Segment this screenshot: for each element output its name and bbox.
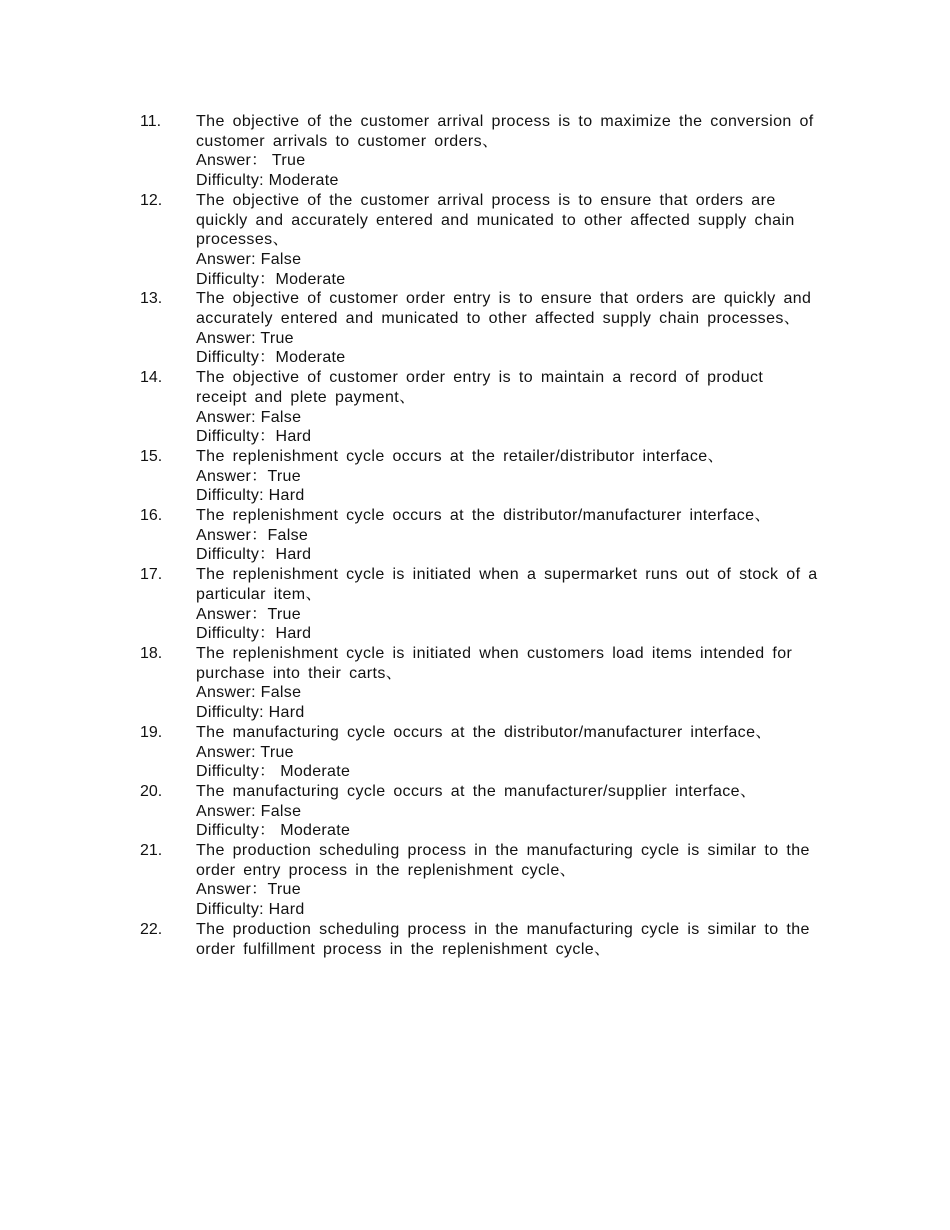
question-item bbox=[140, 289, 820, 368]
answer-line: Answer：True bbox=[196, 605, 301, 623]
difficulty-line: Difficulty: Hard bbox=[196, 704, 305, 722]
question-number: 13. bbox=[140, 290, 163, 308]
answer-line: Answer: True bbox=[196, 329, 294, 347]
question-number: 11. bbox=[140, 113, 162, 130]
question-number: 19. bbox=[140, 723, 163, 741]
question-text: The objective of the customer arrival process is to ensure that orders are quickly and accurately entered and municated to other affected supply chain processes、 bbox=[196, 191, 795, 249]
question-item bbox=[140, 112, 820, 191]
difficulty-line: Difficulty：Hard bbox=[196, 625, 312, 643]
difficulty-line: Difficulty：Moderate bbox=[196, 270, 346, 288]
answer-line: Answer: False bbox=[196, 408, 302, 426]
difficulty-line: Difficulty: Hard bbox=[196, 487, 305, 505]
question-item bbox=[140, 841, 820, 920]
answer-line: Answer: True bbox=[196, 743, 294, 761]
answer-line: Answer: False bbox=[196, 802, 302, 820]
question-number: 21. bbox=[140, 842, 163, 860]
difficulty-line: Difficulty： Moderate bbox=[196, 822, 351, 840]
question-number: 20. bbox=[140, 782, 163, 800]
answer-line: Answer: False bbox=[196, 250, 302, 268]
question-text: The objective of customer order entry is to ensure that orders are quickly and accurately entered and municated to other affected supply chain processes、 bbox=[196, 290, 812, 328]
question-text: The manufacturing cycle occurs at the manufacturer/supplier interface、 bbox=[196, 782, 757, 800]
question-item bbox=[140, 644, 820, 723]
question-text: The objective of customer order entry is to maintain a record of product receipt and plete payment、 bbox=[196, 369, 764, 406]
answer-line: Answer： True bbox=[196, 152, 306, 170]
question-number: 17. bbox=[140, 566, 163, 584]
question-number: 14. bbox=[140, 369, 163, 387]
question-number: 12. bbox=[140, 191, 163, 209]
question-list bbox=[140, 112, 820, 959]
question-text: The production scheduling process in the manufacturing cycle is similar to the order fulfillment process in the replenishment cycle、 bbox=[196, 920, 810, 958]
question-text: The objective of the customer arrival process is to maximize the conversion of customer arrivals to customer orders、 bbox=[196, 113, 814, 150]
answer-line: Answer：True bbox=[196, 467, 301, 485]
question-text: The replenishment cycle is initiated when a supermarket runs out of stock of a particular item、 bbox=[196, 566, 818, 603]
question-number: 15. bbox=[140, 447, 163, 465]
question-number: 16. bbox=[140, 507, 163, 525]
question-item bbox=[140, 191, 820, 290]
difficulty-line: Difficulty：Hard bbox=[196, 546, 312, 564]
question-item bbox=[140, 447, 820, 506]
question-item bbox=[140, 368, 820, 447]
question-item bbox=[140, 506, 820, 565]
question-item bbox=[140, 920, 820, 959]
answer-line: Answer：True bbox=[196, 881, 301, 899]
difficulty-line: Difficulty: Hard bbox=[196, 901, 305, 919]
question-text: The production scheduling process in the manufacturing cycle is similar to the order entry process in the replenishment cycle、 bbox=[196, 842, 810, 879]
question-number: 18. bbox=[140, 644, 163, 662]
difficulty-line: Difficulty：Moderate bbox=[196, 349, 346, 367]
question-item bbox=[140, 782, 820, 841]
question-item bbox=[140, 565, 820, 644]
difficulty-line: Difficulty: Moderate bbox=[196, 172, 339, 190]
question-item bbox=[140, 723, 820, 782]
question-number: 22. bbox=[140, 920, 163, 938]
question-text: The replenishment cycle occurs at the retailer/distributor interface、 bbox=[196, 447, 724, 465]
question-text: The manufacturing cycle occurs at the distributor/manufacturer interface、 bbox=[196, 723, 772, 741]
question-text: The replenishment cycle occurs at the distributor/manufacturer interface、 bbox=[196, 507, 771, 525]
answer-line: Answer：False bbox=[196, 526, 309, 544]
question-text: The replenishment cycle is initiated when customers load items intended for purchase into their carts、 bbox=[196, 644, 793, 682]
difficulty-line: Difficulty：Hard bbox=[196, 428, 312, 446]
difficulty-line: Difficulty： Moderate bbox=[196, 763, 351, 781]
answer-line: Answer: False bbox=[196, 684, 302, 702]
